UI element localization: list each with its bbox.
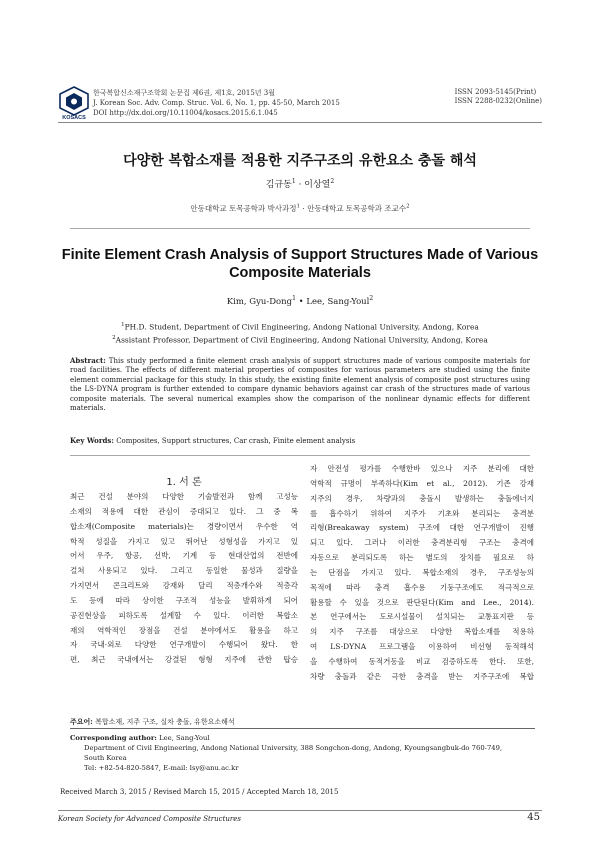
received-dates: Received March 3, 2015 / Revised March 15, 2015 / Accepted March 18, 2015 (60, 788, 339, 796)
body-line: 차량 충돌과 같은 극한 충격을 받는 지주구조에 복합 (310, 671, 534, 681)
body-line: 걸쳐 사용되고 있다. 그리고 동일한 물성과 질량을 (70, 566, 298, 576)
footnote-rule (70, 728, 535, 729)
header-rule (58, 122, 542, 123)
body-column-left (70, 490, 298, 668)
corr-address-1: Department of Civil Engineering, Andong National University, 388 Songchon-dong, Andong, Kyoungsangbuk-do 760-749, (84, 744, 503, 752)
affiliation-korean (0, 203, 600, 214)
body-line: 목적에 따라 충격 흡수용 기둥구조에도 적극적으로 (310, 582, 534, 592)
title-korean: 다양한 복합소재를 적용한 지주구조의 유한요소 충돌 해석 (123, 153, 477, 169)
affil-en-1 (0, 320, 600, 333)
body-line: 를 흡수하기 위하여 지주가 기초와 분리되는 충격분 (310, 508, 534, 518)
logo-text: KOSACS (62, 115, 86, 120)
body-line: 편, 최근 국내에서는 강결된 형형 지주에 관한 탑승 (70, 655, 298, 665)
body-line: 활용할 수 있을 것으로 판단된다(Kim and Lee., 2014). (310, 597, 534, 607)
author-en-2: • Lee, Sang-Youl (295, 296, 370, 307)
page-number: 45 (527, 812, 540, 823)
body-line: 합소재(Composite materials)는 경량이면서 우수한 역 (70, 521, 298, 531)
corr-name: Lee, Sang-Youl (159, 734, 210, 742)
journal-info (93, 88, 340, 118)
body-line: 의 지주 구조를 대상으로 다양한 복합소재를 적용하 (310, 627, 534, 637)
author-kr-1-sup: 1 (291, 178, 296, 185)
keywords (70, 436, 530, 445)
abstract-text: This study performed a finite element crash analysis of support structures made of various composite materials for road facilities. The effects of different material properties of composites for various parameters are studied using the finite element commercial package for this study. In this study, the existing finite element analysis of composite post structures using the LS-DYNA program is further extended to compare dynamic behaviors against car crash of the structures made of various composite materials. The several numerical examples show the comparison of the nonlinear dynamic effects for different materials. (70, 357, 530, 413)
corr-address-2: South Korea (84, 754, 127, 762)
body-line: 소재의 적용에 대한 관심이 증대되고 있다. 그 중 복 (70, 506, 298, 516)
body-line: 역학적 규명이 부족하다(Kim et al., 2012). 기존 강재 (310, 478, 534, 488)
author-en-1-sup: 1 (292, 295, 296, 302)
title-english-line1: Finite Element Crash Analysis of Support Structures Made of Various (61, 247, 539, 263)
body-line: 자 국내·외로 다양한 연구개발이 수행되어 왔다. 한 (70, 640, 298, 650)
body-column-right (310, 462, 534, 685)
keywords-korean (70, 717, 298, 727)
body-line: 되고 있다. 그러나 이러한 충격분리형 구조는 충격에 (310, 538, 534, 548)
corresponding-author (70, 733, 502, 773)
keywords-korean-label: 주요어: (70, 717, 93, 726)
section-heading-introduction: 1. 서 론 (166, 477, 202, 488)
author-kr-sep: · (295, 180, 305, 190)
issn-block (455, 88, 542, 106)
affil-kr-2: 안동대학교 토목공학과 조교수 (307, 204, 407, 213)
body-line: 을 수행하여 동적거동을 비교 검증하도록 한다. 또한, (310, 656, 534, 666)
keywords-label: Key Words: (70, 436, 114, 445)
affil-kr-1: 안동대학교 토목공학과 박사과정 (190, 204, 297, 213)
authors-english (0, 295, 600, 307)
abstract (70, 356, 530, 413)
abstract-label: Abstract: (70, 356, 106, 365)
title-english (60, 246, 540, 282)
corr-line-1 (70, 733, 502, 743)
body-line: 본 연구에서는 도로시설물이 설치되는 교통표지판 등 (310, 612, 534, 622)
affil-en-1-sup: 1 (121, 322, 125, 328)
affil-en-2 (0, 333, 600, 346)
author-en-2-sup: 2 (369, 295, 374, 302)
keywords-korean-text: 복합소재, 지주 구조, 실차 충돌, 유한요소해석 (95, 718, 235, 726)
corr-label: Corresponding author: (70, 734, 157, 742)
kosacs-logo (58, 86, 90, 120)
affil-en-2-sup: 2 (112, 334, 116, 341)
body-line: 는 단점을 가지고 있다. 복합소재의 경우, 구조성능의 (310, 567, 534, 577)
body-line: 가지면서 콘크리트와 강재와 달리 적층개수와 적층각 (70, 581, 298, 591)
body-line: 학적 성질을 가지고 있고 뛰어난 성형성을 가지고 있 (70, 536, 298, 546)
journal-kr: 한국복합신소재구조학회 논문집 제6권, 제1호, 2015년 3월 (93, 89, 275, 97)
title-english-line2: Composite Materials (229, 265, 371, 281)
body-line: 지주의 경우, 차량과의 충돌시 발생하는 충돌에너지 (310, 493, 534, 503)
issn-online: ISSN 2288-0232(Online) (454, 97, 542, 105)
authors-korean (0, 177, 600, 190)
affil-kr-2-sup: 2 (406, 203, 410, 210)
author-kr-1: 김규동 (265, 180, 292, 190)
body-line: 어서 우주, 항공, 선박, 기계 등 현대산업의 전반에 (70, 551, 298, 561)
body-line: 공진현상을 피하도록 설계할 수 있다. 이러한 복합소 (70, 610, 298, 620)
body-line: 재의 역학적인 장점을 건설 분야에서도 활용을 하고 (70, 625, 298, 635)
title-divider (70, 228, 530, 229)
doi-link[interactable]: DOI http://dx.doi.org/10.11004/kosacs.2015.6.1.045 (93, 109, 278, 117)
body-line: 자동으로 분리되도록 하는 별도의 장치를 필요로 하 (310, 553, 534, 563)
body-line: 여 LS-DYNA 프로그램을 이용하여 비선형 동적해석 (310, 642, 534, 652)
body-line: 최근 건설 분야의 다양한 기술발전과 함께 고성능 (70, 492, 298, 501)
affil-en-2-text: Assistant Professor, Department of Civil Engineering, Andong National University, Andong, Korea (115, 335, 488, 344)
issn-print: ISSN 2093-5145(Print) (454, 88, 537, 96)
author-kr-2-sup: 2 (330, 178, 335, 185)
author-kr-2: 이상열 (304, 180, 331, 190)
body-line: 리형(Breakaway system) 구조에 대한 연구개발이 진행 (310, 523, 534, 533)
author-en-1: Kim, Gyu-Dong (226, 296, 293, 307)
keywords-text: Composites, Support structures, Car crash, Finite element analysis (116, 437, 356, 445)
affiliation-english (0, 320, 600, 345)
affil-kr-sep: · (300, 204, 308, 213)
affil-kr-1-sup: 1 (296, 203, 301, 210)
footer-society: Korean Society for Advanced Composite Structures (58, 815, 241, 823)
journal-en: J. Korean Soc. Adv. Comp. Struc. Vol. 6, No. 1, pp. 45-50, March 2015 (93, 99, 340, 107)
affil-en-1-text: PH.D. Student, Department of Civil Engineering, Andong National University, Andong, Korea (124, 322, 479, 332)
body-line: 도 등에 따라 상이한 구조적 성능을 발휘하게 되어 (70, 595, 298, 605)
abstract-divider (70, 455, 530, 456)
corr-tel-email: Tel: +82-54-820-5847, E-mail: lsy@anu.ac.kr (84, 764, 239, 772)
body-line: 자 안전성 평가를 수행한바 있으나 지주 분리에 대한 (310, 464, 534, 473)
footer-rule (58, 810, 542, 811)
